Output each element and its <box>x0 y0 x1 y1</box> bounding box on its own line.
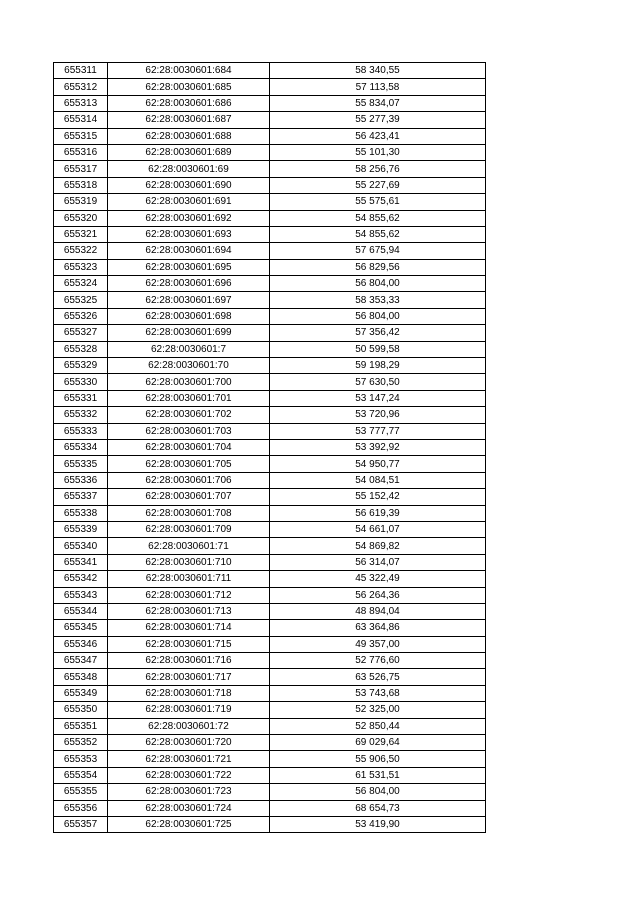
table-row <box>54 538 486 554</box>
value-cell: 52 776,60 <box>270 653 486 669</box>
value-cell: 49 357,00 <box>270 636 486 652</box>
table-row <box>54 603 486 619</box>
cadastral-number-cell: 62:28:0030601:693 <box>108 226 270 242</box>
cadastral-number-cell: 62:28:0030601:694 <box>108 243 270 259</box>
cadastral-number-cell: 62:28:0030601:715 <box>108 636 270 652</box>
value-cell: 55 152,42 <box>270 489 486 505</box>
value-cell: 55 575,61 <box>270 194 486 210</box>
table-row <box>54 472 486 488</box>
row-number-cell: 655344 <box>54 603 108 619</box>
row-number-cell: 655342 <box>54 571 108 587</box>
table-row <box>54 620 486 636</box>
table-row <box>54 210 486 226</box>
table-row <box>54 112 486 128</box>
cadastral-number-cell: 62:28:0030601:705 <box>108 456 270 472</box>
row-number-cell: 655348 <box>54 669 108 685</box>
table-row <box>54 636 486 652</box>
value-cell: 59 198,29 <box>270 358 486 374</box>
cadastral-number-cell: 62:28:0030601:704 <box>108 439 270 455</box>
cadastral-number-cell: 62:28:0030601:687 <box>108 112 270 128</box>
row-number-cell: 655323 <box>54 259 108 275</box>
row-number-cell: 655354 <box>54 767 108 783</box>
data-table <box>53 62 486 833</box>
table-row <box>54 177 486 193</box>
row-number-cell: 655343 <box>54 587 108 603</box>
row-number-cell: 655356 <box>54 800 108 816</box>
row-number-cell: 655334 <box>54 439 108 455</box>
value-cell: 63 364,86 <box>270 620 486 636</box>
value-cell: 56 619,39 <box>270 505 486 521</box>
row-number-cell: 655318 <box>54 177 108 193</box>
value-cell: 57 113,58 <box>270 79 486 95</box>
table-row <box>54 702 486 718</box>
row-number-cell: 655352 <box>54 735 108 751</box>
table-row <box>54 276 486 292</box>
row-number-cell: 655315 <box>54 128 108 144</box>
row-number-cell: 655321 <box>54 226 108 242</box>
value-cell: 63 526,75 <box>270 669 486 685</box>
table-row <box>54 194 486 210</box>
cadastral-number-cell: 62:28:0030601:706 <box>108 472 270 488</box>
cadastral-number-cell: 62:28:0030601:689 <box>108 144 270 160</box>
table-row <box>54 390 486 406</box>
cadastral-number-cell: 62:28:0030601:691 <box>108 194 270 210</box>
value-cell: 55 227,69 <box>270 177 486 193</box>
row-number-cell: 655341 <box>54 554 108 570</box>
cadastral-number-cell: 62:28:0030601:709 <box>108 521 270 537</box>
cadastral-number-cell: 62:28:0030601:724 <box>108 800 270 816</box>
value-cell: 68 654,73 <box>270 800 486 816</box>
row-number-cell: 655333 <box>54 423 108 439</box>
table-row <box>54 735 486 751</box>
table-row <box>54 489 486 505</box>
cadastral-number-cell: 62:28:0030601:721 <box>108 751 270 767</box>
row-number-cell: 655324 <box>54 276 108 292</box>
value-cell: 50 599,58 <box>270 341 486 357</box>
cadastral-number-cell: 62:28:0030601:717 <box>108 669 270 685</box>
value-cell: 58 256,76 <box>270 161 486 177</box>
value-cell: 61 531,51 <box>270 767 486 783</box>
table-row <box>54 587 486 603</box>
cadastral-number-cell: 62:28:0030601:701 <box>108 390 270 406</box>
row-number-cell: 655340 <box>54 538 108 554</box>
row-number-cell: 655313 <box>54 95 108 111</box>
cadastral-number-cell: 62:28:0030601:718 <box>108 685 270 701</box>
cadastral-number-cell: 62:28:0030601:710 <box>108 554 270 570</box>
table-row <box>54 79 486 95</box>
table-row <box>54 669 486 685</box>
table-body <box>54 63 486 833</box>
value-cell: 56 804,00 <box>270 276 486 292</box>
value-cell: 57 356,42 <box>270 325 486 341</box>
table-row <box>54 423 486 439</box>
table-row <box>54 554 486 570</box>
table-row <box>54 505 486 521</box>
row-number-cell: 655353 <box>54 751 108 767</box>
value-cell: 56 423,41 <box>270 128 486 144</box>
row-number-cell: 655351 <box>54 718 108 734</box>
table-row <box>54 407 486 423</box>
row-number-cell: 655312 <box>54 79 108 95</box>
row-number-cell: 655339 <box>54 521 108 537</box>
row-number-cell: 655338 <box>54 505 108 521</box>
table-row <box>54 439 486 455</box>
value-cell: 56 804,00 <box>270 784 486 800</box>
table-row <box>54 161 486 177</box>
value-cell: 52 325,00 <box>270 702 486 718</box>
table-row <box>54 63 486 79</box>
cadastral-number-cell: 62:28:0030601:714 <box>108 620 270 636</box>
cadastral-number-cell: 62:28:0030601:725 <box>108 816 270 832</box>
row-number-cell: 655337 <box>54 489 108 505</box>
table-row <box>54 456 486 472</box>
row-number-cell: 655319 <box>54 194 108 210</box>
value-cell: 55 834,07 <box>270 95 486 111</box>
table-row <box>54 685 486 701</box>
row-number-cell: 655345 <box>54 620 108 636</box>
row-number-cell: 655331 <box>54 390 108 406</box>
cadastral-number-cell: 62:28:0030601:700 <box>108 374 270 390</box>
table-row <box>54 292 486 308</box>
cadastral-number-cell: 62:28:0030601:720 <box>108 735 270 751</box>
value-cell: 58 340,55 <box>270 63 486 79</box>
cadastral-number-cell: 62:28:0030601:72 <box>108 718 270 734</box>
row-number-cell: 655327 <box>54 325 108 341</box>
row-number-cell: 655332 <box>54 407 108 423</box>
value-cell: 57 630,50 <box>270 374 486 390</box>
value-cell: 58 353,33 <box>270 292 486 308</box>
cadastral-number-cell: 62:28:0030601:696 <box>108 276 270 292</box>
table-row <box>54 128 486 144</box>
value-cell: 56 829,56 <box>270 259 486 275</box>
cadastral-number-cell: 62:28:0030601:719 <box>108 702 270 718</box>
cadastral-number-cell: 62:28:0030601:722 <box>108 767 270 783</box>
row-number-cell: 655326 <box>54 308 108 324</box>
cadastral-number-cell: 62:28:0030601:702 <box>108 407 270 423</box>
cadastral-number-cell: 62:28:0030601:716 <box>108 653 270 669</box>
row-number-cell: 655325 <box>54 292 108 308</box>
cadastral-number-cell: 62:28:0030601:723 <box>108 784 270 800</box>
table-row <box>54 226 486 242</box>
value-cell: 52 850,44 <box>270 718 486 734</box>
cadastral-number-cell: 62:28:0030601:71 <box>108 538 270 554</box>
table-row <box>54 784 486 800</box>
value-cell: 56 314,07 <box>270 554 486 570</box>
value-cell: 53 720,96 <box>270 407 486 423</box>
row-number-cell: 655320 <box>54 210 108 226</box>
row-number-cell: 655330 <box>54 374 108 390</box>
row-number-cell: 655336 <box>54 472 108 488</box>
row-number-cell: 655328 <box>54 341 108 357</box>
value-cell: 53 419,90 <box>270 816 486 832</box>
cadastral-number-cell: 62:28:0030601:707 <box>108 489 270 505</box>
value-cell: 53 777,77 <box>270 423 486 439</box>
row-number-cell: 655317 <box>54 161 108 177</box>
row-number-cell: 655329 <box>54 358 108 374</box>
row-number-cell: 655314 <box>54 112 108 128</box>
table-row <box>54 374 486 390</box>
value-cell: 54 855,62 <box>270 210 486 226</box>
table-row <box>54 653 486 669</box>
value-cell: 56 804,00 <box>270 308 486 324</box>
cadastral-number-cell: 62:28:0030601:688 <box>108 128 270 144</box>
cadastral-number-cell: 62:28:0030601:692 <box>108 210 270 226</box>
row-number-cell: 655357 <box>54 816 108 832</box>
cadastral-number-cell: 62:28:0030601:697 <box>108 292 270 308</box>
table-row <box>54 341 486 357</box>
row-number-cell: 655335 <box>54 456 108 472</box>
table-row <box>54 718 486 734</box>
value-cell: 54 855,62 <box>270 226 486 242</box>
value-cell: 55 277,39 <box>270 112 486 128</box>
cadastral-number-cell: 62:28:0030601:713 <box>108 603 270 619</box>
cadastral-number-cell: 62:28:0030601:686 <box>108 95 270 111</box>
value-cell: 55 906,50 <box>270 751 486 767</box>
cadastral-number-cell: 62:28:0030601:708 <box>108 505 270 521</box>
table-row <box>54 325 486 341</box>
row-number-cell: 655349 <box>54 685 108 701</box>
cadastral-number-cell: 62:28:0030601:699 <box>108 325 270 341</box>
cadastral-number-cell: 62:28:0030601:698 <box>108 308 270 324</box>
value-cell: 53 743,68 <box>270 685 486 701</box>
cadastral-number-cell: 62:28:0030601:70 <box>108 358 270 374</box>
cadastral-number-cell: 62:28:0030601:7 <box>108 341 270 357</box>
value-cell: 54 084,51 <box>270 472 486 488</box>
value-cell: 53 147,24 <box>270 390 486 406</box>
cadastral-number-cell: 62:28:0030601:712 <box>108 587 270 603</box>
cadastral-number-cell: 62:28:0030601:703 <box>108 423 270 439</box>
table-row <box>54 358 486 374</box>
row-number-cell: 655316 <box>54 144 108 160</box>
value-cell: 69 029,64 <box>270 735 486 751</box>
value-cell: 53 392,92 <box>270 439 486 455</box>
value-cell: 54 661,07 <box>270 521 486 537</box>
value-cell: 54 869,82 <box>270 538 486 554</box>
cadastral-number-cell: 62:28:0030601:684 <box>108 63 270 79</box>
table-row <box>54 521 486 537</box>
row-number-cell: 655355 <box>54 784 108 800</box>
value-cell: 54 950,77 <box>270 456 486 472</box>
value-cell: 48 894,04 <box>270 603 486 619</box>
table-row <box>54 95 486 111</box>
row-number-cell: 655311 <box>54 63 108 79</box>
table-row <box>54 767 486 783</box>
value-cell: 56 264,36 <box>270 587 486 603</box>
cadastral-number-cell: 62:28:0030601:711 <box>108 571 270 587</box>
table-row <box>54 308 486 324</box>
cadastral-number-cell: 62:28:0030601:690 <box>108 177 270 193</box>
cadastral-number-cell: 62:28:0030601:685 <box>108 79 270 95</box>
table-row <box>54 816 486 832</box>
value-cell: 57 675,94 <box>270 243 486 259</box>
row-number-cell: 655347 <box>54 653 108 669</box>
value-cell: 55 101,30 <box>270 144 486 160</box>
table-row <box>54 144 486 160</box>
row-number-cell: 655346 <box>54 636 108 652</box>
table-row <box>54 571 486 587</box>
table-row <box>54 243 486 259</box>
cadastral-number-cell: 62:28:0030601:69 <box>108 161 270 177</box>
cadastral-number-cell: 62:28:0030601:695 <box>108 259 270 275</box>
table-row <box>54 800 486 816</box>
table-row <box>54 259 486 275</box>
value-cell: 45 322,49 <box>270 571 486 587</box>
table-row <box>54 751 486 767</box>
row-number-cell: 655322 <box>54 243 108 259</box>
row-number-cell: 655350 <box>54 702 108 718</box>
